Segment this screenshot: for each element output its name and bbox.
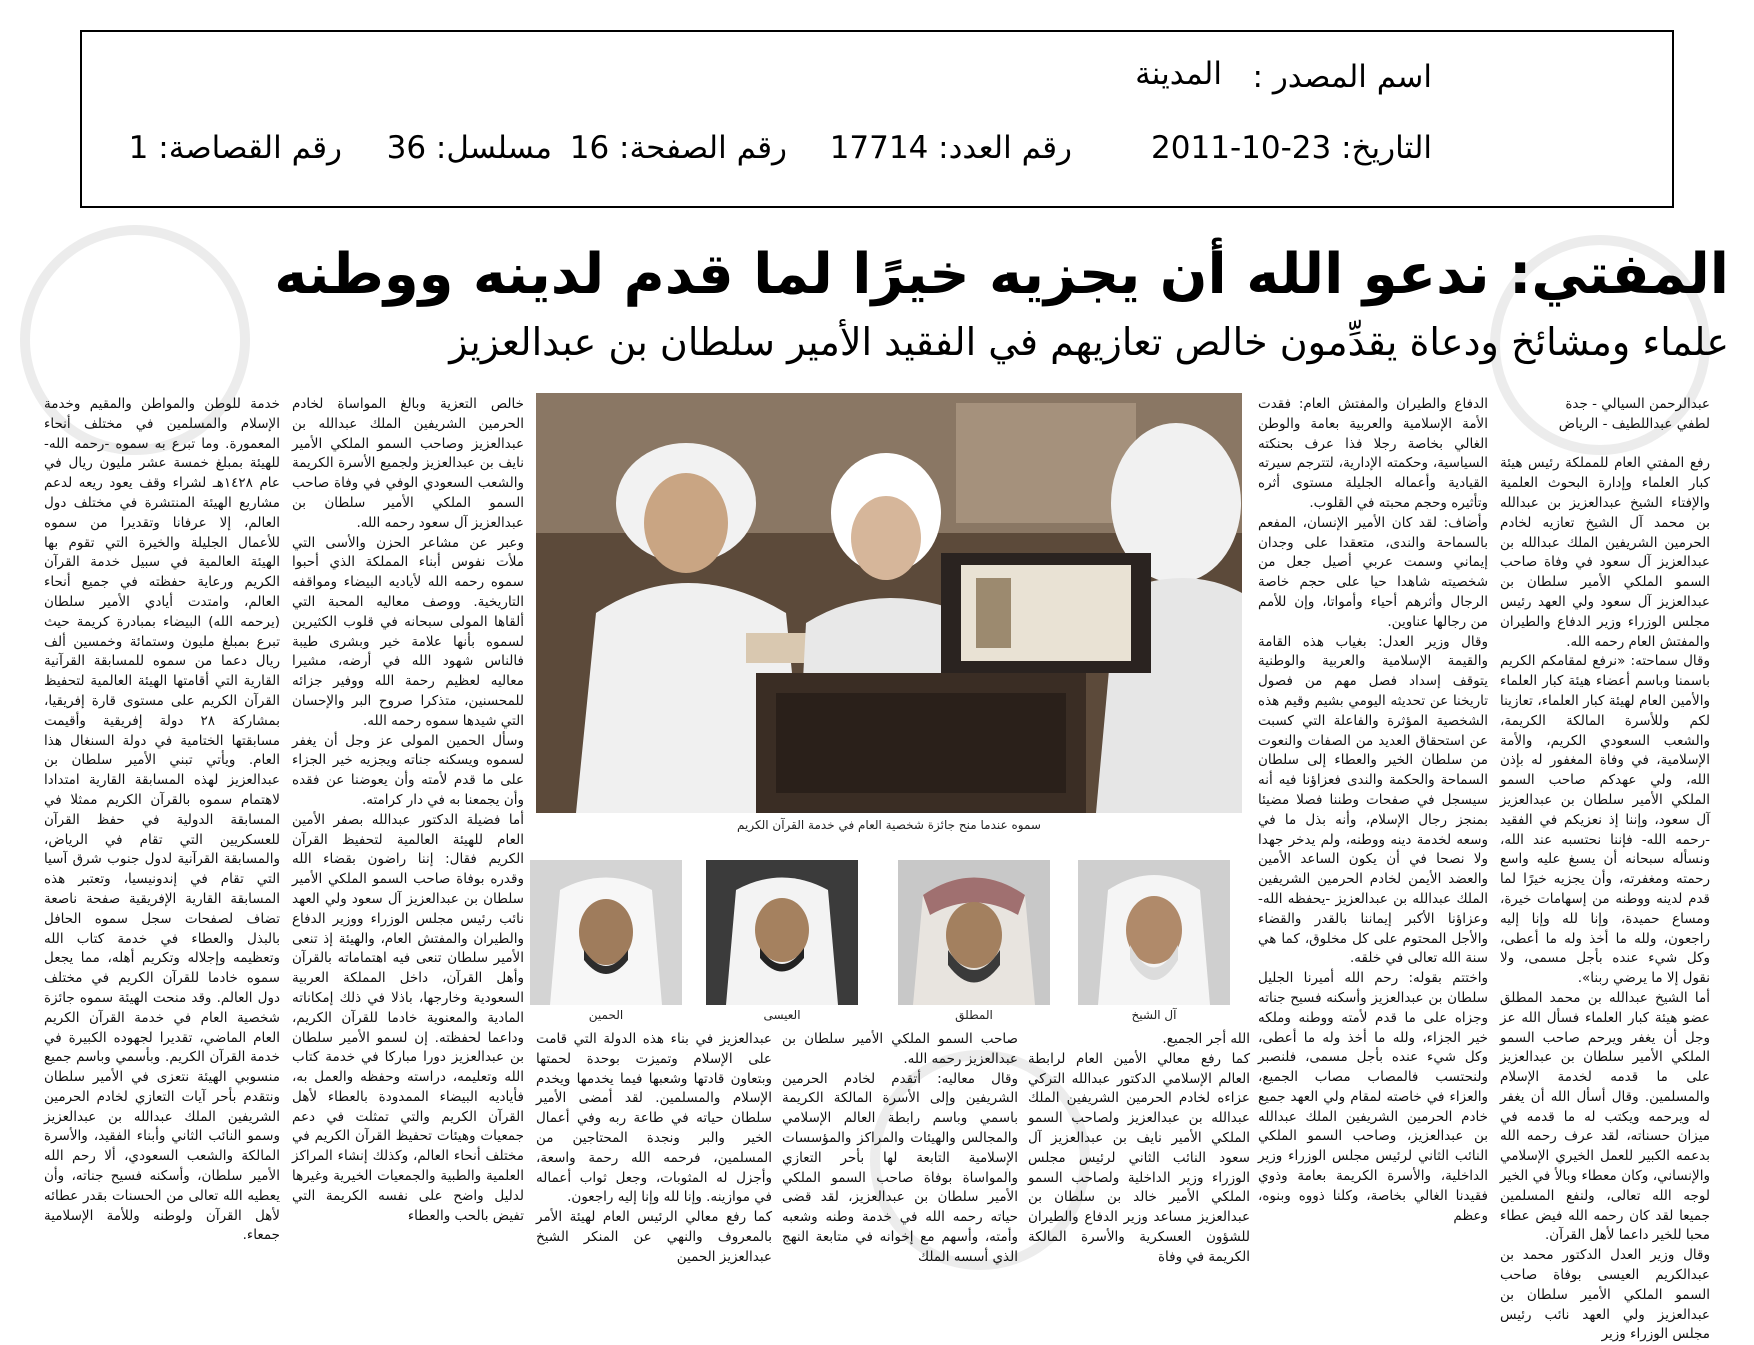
portrait-name-al-sheikh: آل الشيخ — [1131, 1008, 1177, 1022]
source-value: المدينة — [1135, 56, 1222, 92]
date-field: التاريخ: 23-10-2011 — [1151, 130, 1432, 166]
article-subheadline: علماء ومشائخ ودعاة يقدِّمون خالص تعازيهم في الفقيد الأمير سلطان بن عبدالعزيز — [449, 320, 1729, 364]
clip-field: رقم القصاصة: 1 — [128, 130, 342, 166]
portrait-image — [530, 860, 682, 1005]
photo-illustration — [536, 393, 1242, 813]
portrait-name-al-mutlaq: المطلق — [955, 1008, 993, 1022]
portrait-al-issa — [706, 860, 858, 1005]
article-column-3: الله أجر الجميع. كما رفع معالي الأمين العام لرابطة العالم الإسلامي الدكتور عبدالله التركي عزاءه لخادم الحرمين الشريفين الملك عبدالله بن عبدالعزيز ولصاحب السمو الملكي الأمير نايف بن عبدالعزيز آل سعود النائب الثاني لرئيس مجلس الوزراء وزير الداخلية ولصاحب السمو الملكي الأمير خالد بن سلطان بن عبدالعزيز مساعد وزير الدفاع والطيران للشؤون العسكرية والأسرة المالكة الكريمة في وفاة — [1028, 1031, 1250, 1265]
portrait-image — [1078, 860, 1230, 1005]
main-news-photo — [536, 393, 1242, 813]
issue-field: رقم العدد: 17714 — [829, 130, 1072, 166]
portrait-image — [706, 860, 858, 1005]
portrait-al-humain — [530, 860, 682, 1005]
portrait-name-al-humain: الحمين — [588, 1008, 624, 1022]
portrait-name-al-issa: العيسى — [763, 1008, 801, 1022]
source-label: اسم المصدر : — [1252, 59, 1432, 95]
portrait-al-mutlaq — [898, 860, 1050, 1005]
page-field: رقم الصفحة: 16 — [569, 130, 787, 166]
source-info-box — [80, 30, 1674, 208]
article-column-1: عبدالرحمن السيالي - جدة لطفي عبداللطيف - الرياض رفع المفتي العام للمملكة رئيس هيئة كبار العلماء وإدارة البحوث العلمية والإفتاء الشيخ عبدالعزيز بن عبدالله بن محمد آل الشيخ تعازيه لخادم الحرمين الشريفين الملك عبدالله بن عبدالعزيز آل سعود في وفاة صاحب السمو الملكي الأمير سلطان بن عبدالعزيز آل سعود ولي العهد رئيس مجلس الوزراء وزير الدفاع والطيران والمفتش العام رحمه الله. وقال سماحته: «نرفع لمقامكم الكريم باسمنا وباسم أعضاء هيئة كبار العلماء والأمين العام لهيئة كبار العلماء، تعازينا لكم وللأسرة المالكة الكريمة، والشعب السعودي الكريم، والأمة الإسلامية، في وفاة المغفور له بإذن الله، ولي عهدكم صاحب السمو الملكي الأمير سلطان بن عبدالعزيز آل سعود، وإننا إذ نعزيكم في الفقيد -رحمه الله- فإننا نحتسبه عند الله، ونسأله سبحانه أن يسبغ عليه واسع رحمته ومغفرته، وأن يجزيه خيرًا لما قدم لدينه ووطنه من إسهامات خيرة، ومساع حميدة، وإنا لله وإنا إليه راجعون، ولله ما أخذ وله ما أعطى، وكل شيء عنده بأجل مسمى، ولا نقول إلا ما يرضي ربنا». أما الشيخ عبدالله بن محمد المطلق عضو هيئة كبار العلماء فسأل الله عز وجل أن يغفر ويرحم صاحب السمو الملكي الأمير سلطان بن عبدالعزيز على ما قدمه لخدمة الإسلام والمسلمين. وقال أسأل الله أن يغفر له ويرحمه ويكتب له ما قدمه في ميزان حسناته، لقد عرف رحمه الله بدعمه الكبير للعمل الخيري الإسلامي والإنساني، وكان معطاء وبالأ في الخير لوجه الله تعالى، ولنفع المسلمين جميعا لقد كان رحمه الله فيض عطاء محبا للخير داعما لأهل القرآن. وقال وزير العدل الدكتور محمد بن عبدالكريم العيسى بوفاة صاحب السمو الملكي الأمير سلطان بن عبدالعزيز ولي العهد نائب رئيس مجلس الوزراء وزير — [1500, 396, 1710, 1343]
article-column-4: صاحب السمو الملكي الأمير سلطان بن عبدالعزيز رحمه الله. وقال معاليه: أتقدم لخادم الحرمين الشريفين وإلى الأسرة المالكة الكريمة باسمي وباسم رابطة العالم الإسلامي والمجالس والهيئات والمراكز والمؤسسات الإسلامية التابعة لها بأحر التعازي والمواساة بوفاة صاحب السمو الملكي الأمير سلطان بن عبدالعزيز، لقد قضى حياته رحمه الله في خدمة وطنه وشعبه وأمته، وأسهم مع إخوانه في متابعة النهج الذي أسسه الملك — [782, 1031, 1018, 1265]
article-headline: المفتي: ندعو الله أن يجزيه خيرًا لما قدم لدينه ووطنه — [274, 242, 1729, 307]
portrait-al-sheikh — [1078, 860, 1230, 1005]
article-column-6: خالص التعزية وبالغ المواساة لخادم الحرمين الشريفين الملك عبدالله بن عبدالعزيز وصاحب السمو الملكي الأمير نايف بن عبدالعزيز ولجميع الأسرة الكريمة والشعب السعودي الوفي في وفاة صاحب السمو الملكي الأمير سلطان بن عبدالعزيز آل سعود رحمه الله. وعبر عن مشاعر الحزن والأسى التي ملأت نفوس أبناء المملكة الذي أحبوا سموه رحمه الله لأياديه البيضاء ومواقفه التاريخية. ووصف معاليه المحبة التي ألقاها المولى سبحانه في قلوب الكثيرين لسموه بأنها علامة خير وبشرى طيبة فالناس شهود الله في أرضه، مشيرا معاليه لعظيم رحمة الله ووفير جزائه للمحسنين، متذكرا صروح البر والإحسان التي شيدها سموه رحمه الله. وسأل الحمين المولى عز وجل أن يغفر لسموه ويسكنه جناته ويجزيه خير الجزاء على ما قدم لأمته وأن يعوضنا عن فقده وأن يجمعنا به في دار كرامته. أما فضيلة الدكتور عبدالله بصفر الأمين العام للهيئة العالمية لتحفيظ القرآن الكريم فقال: إننا راضون بقضاء الله وقدره بوفاة صاحب السمو الملكي الأمير سلطان بن عبدالعزيز آل سعود ولي العهد نائب رئيس مجلس الوزراء ووزير الدفاع والطيران والمفتش العام، والهيئة إذ تنعى الأمير سلطان تنعى فيه اهتماماته بالقرآن وأهل القرآن، داخل المملكة العربية السعودية وخارجها، باذلا في ذلك إمكاناته المادية والمعنوية خادما للقرآن الكريم، وداعما لحفظته. إن لسمو الأمير سلطان بن عبدالعزيز دورا مباركا في خدمة كتاب الله وتعليمه، دراسته وحفظه والعمل به، فأياديه البيضاء الممدودة بالعطاء لأهل القرآن الكريم والتي تمثلت في دعم جمعيات وهيئات تحفيظ القرآن الكريم في مختلف أنحاء العالم، وكذلك إنشاء المراكز العلمية والطبية والجمعيات الخيرية وغيرها لدليل واضح على نفسه الكريمة التي تفيض بالحب والعطاء — [292, 396, 524, 1224]
article-column-7: خدمة للوطن والمواطن والمقيم وخدمة الإسلام والمسلمين في مختلف أنحاء المعمورة. وما تبرع به سموه -رحمه الله- للهيئة بمبلغ خمسة عشر مليون ريال في عام ١٤٢٨هـ لشراء وقف يعود ريعه لدعم مشاريع الهيئة المنتشرة في مختلف دول العالم، إلا عرفانا وتقديرا من سموه للأعمال الجليلة والخيرة التي تقوم بها الهيئة العالمية في سبيل خدمة القرآن الكريم ورعاية حفظته في جميع أنحاء العالم، وامتدت أيادي الأمير سلطان (يرحمه الله) البيضاء بمبادرة كريمة حيث تبرع بمبلغ مليون وستمائة وخمسين ألف ريال دعما من سموه للمسابقة القرآنية القارية التي أقامتها الهيئة العالمية لتحفيظ القرآن الكريم على مستوى قارة إفريقيا، بمشاركة ٢٨ دولة إفريقية وأقيمت مسابقتها الختامية في دولة السنغال هذا العام. ويأتي تبني الأمير سلطان بن عبدالعزيز لهذه المسابقة القارية امتدادا لاهتمام سموه بالقرآن الكريم ممثلا في المسابقة الدولية في حفظ القرآن للعسكريين التي تقام في الرياض، والمسابقة القرآنية لدول جنوب شرق آسيا التي تقام في إندونيسيا، وتعتبر هذه المسابقة القارية الإفريقية صفحة ناصعة تضاف لصفحات سجل سموه الحافل بالبذل والعطاء في خدمة كتاب الله وتعظيمه وإجلاله وتكريم أهله، مما يجعل سموه خادما للقرآن الكريم في مختلف دول العالم. وقد منحت الهيئة سموه جائزة شخصية العام في خدمة القرآن الكريم العام الماضي، تقديرا لجهوده الكبيرة في خدمة القرآن الكريم. وبأسمي وباسم جميع منسوبي الهيئة نتعزى في الأمير سلطان ونتقدم بأحر آيات التعازي لخادم الحرمين الشريفين الملك عبدالله بن عبدالعزيز وسمو النائب الثاني وأبناء الفقيد، والأسرة المالكة والشعب السعودي، ألا رحم الله الأمير سلطان، وأسكنه فسيح جناته، وأن يعطيه الله تعالى من الحسنات بقدر عطائه لأهل القرآن ولوطنه وللأمة الإسلامية جمعاء. — [44, 396, 280, 1244]
article-column-2: الدفاع والطيران والمفتش العام: فقدت الأمة الإسلامية والعربية بعامة والوطن الغالي بخاصة رجلا فذا عرف بحنكته السياسية، وحكمته الإدارية، لتترجم سيرته القيادية وأعماله الجليلة مستوى أثره وتأثيره وحجم محبته في القلوب. وأضاف: لقد كان الأمير الإنسان، المفعم بالسماحة والندى، متعقدا على وجدان إيماني وسمت عربي أصيل جعل من شخصيته شاهدا حيا على حجم خاصة الرجال وأثرهم أحياء وأمواتا، وإن للأمم من رجالها عناوين. وقال وزير العدل: بغياب هذه القامة والقيمة الإسلامية والعربية والوطنية يتوقف إسداد فصل مهم من فصول تاريخنا عن تحديثه اليومي بشيم وقيم هذه الشخصية المؤثرة والفاعلة التي كسبت عن استحقاق العديد من الصفات والنعوت من سلطان الخير والعطاء إلى سلطان السماحة والحكمة والندى فعزاؤنا فيه أنه سيسجل في صفحات وطننا فصلا مضيئا بمنجز رجال الإسلام، وأنه بذل ما في وسعه لخدمة دينه ووطنه، ولم يدخر جهدا ولا نصحا في أن يكون الساعد الأمين والعضد الأيمن لخادم الحرمين الشريفين الملك عبدالله بن عبدالعزيز -يحفظه الله- وعزاؤنا الأكبر إيماننا بالقدر والقضاء والأجل المحتوم على كل مخلوق، كما هي سنة الله تعالى في خلقه. واختتم بقوله: رحم الله أميرنا الجليل سلطان بن عبدالعزيز وأسكنه فسيح جناته وجزاه على ما قدم لأمته ووطنه وملكه خير الجزاء، ولله ما أخذ وله ما أعطى، وكل شيء عنده بأجل مسمى، فلنصبر ولنحتسب فالمصاب مصاب الجميع، والعزاء في خاصته لمقام ولي العهد جميع خادم الحرمين الشريفين الملك عبدالله بن عبدالعزيز، وصاحب السمو الملكي النائب الثاني لرئيس مجلس الوزراء وزير الداخلية، والأسرة الكريمة بعامة وذوي فقيدنا الغالي بخاصة، وكلنا ذووه وبنوه، وعظم — [1258, 396, 1488, 1224]
photo-caption: سموه عندما منح جائزة شخصية العام في خدمة القرآن الكريم — [737, 818, 1041, 832]
article-column-5: عبدالعزيز في بناء هذه الدولة التي قامت على الإسلام وتميزت بوحدة لحمتها وبتعاون قادتها وشعبها فيما يخدمها ويخدم الإسلام والمسلمين. لقد أمضى الأمير سلطان حياته في طاعة ربه وفي أعمال الخير والبر ونجدة المحتاجين من المسلمين، فرحمه الله رحمة واسعة، وأجزل له المثوبات، وجعل ثواب أعماله في موازينه. وإنا لله وإنا إليه راجعون. كما رفع معالي الرئيس العام لهيئة الأمر بالمعروف والنهي عن المنكر الشيخ عبدالعزيز الحمين — [536, 1031, 772, 1265]
serial-field: مسلسل: 36 — [386, 130, 552, 166]
portrait-image — [898, 860, 1050, 1005]
